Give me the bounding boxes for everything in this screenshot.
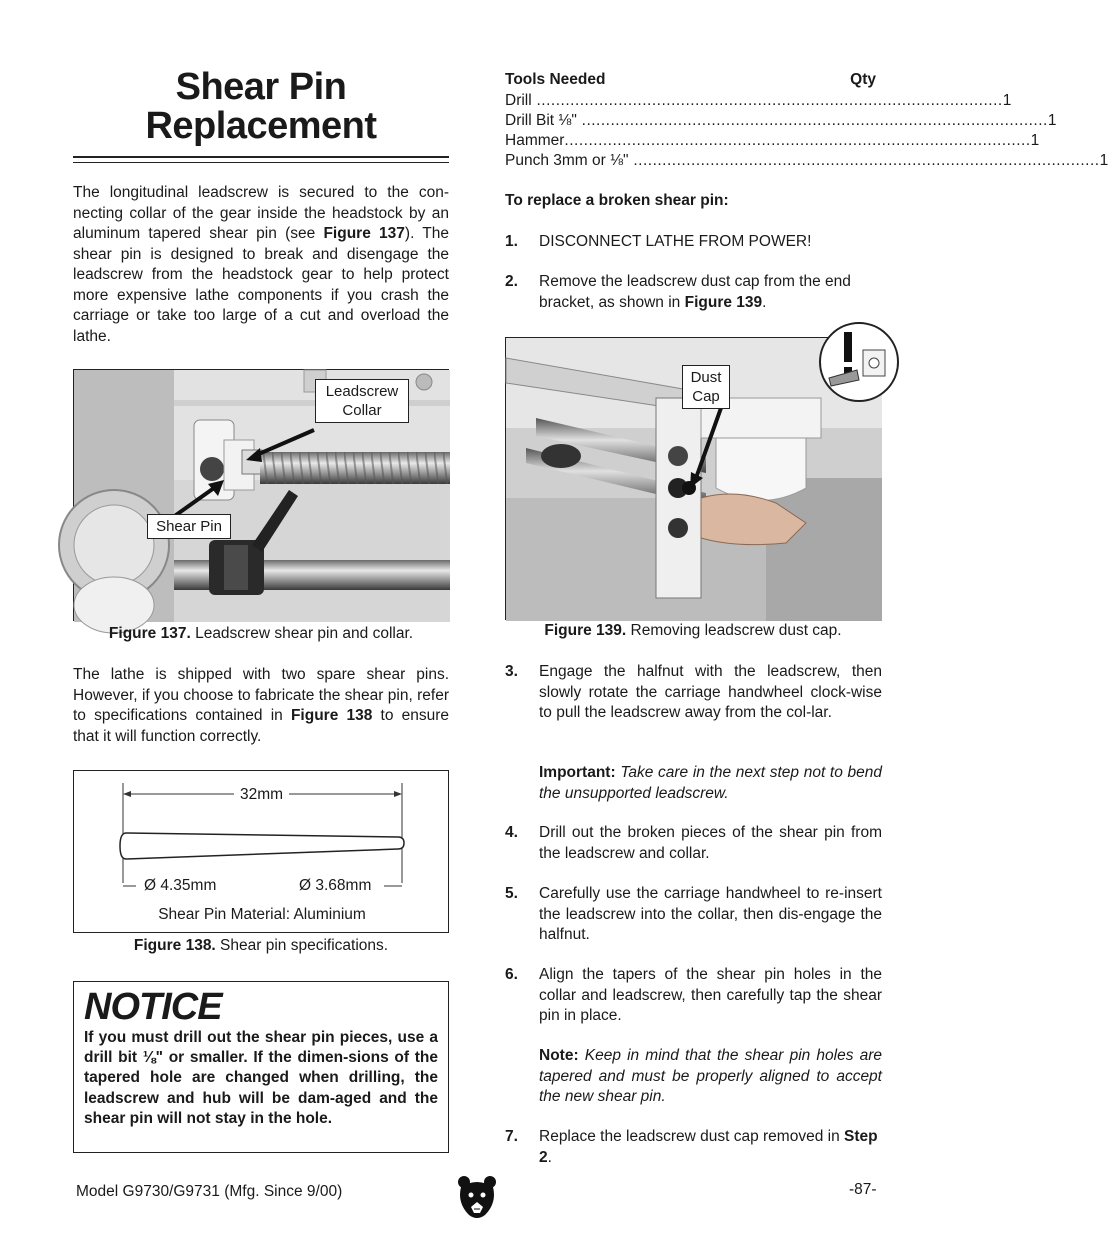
note-label: Important:: [539, 764, 616, 781]
note-text: Take care in the next step not to bend the unsupported leadscrew.: [539, 764, 882, 802]
figure-139-caption: [505, 621, 881, 642]
intro-figure-ref: Figure 137: [323, 225, 405, 242]
figure-139-caption-label: Figure 139.: [544, 622, 627, 639]
tool-leader-dots: .................................................................................................: [564, 132, 1031, 149]
step-2: [505, 272, 882, 313]
step-text: DISCONNECT LATHE FROM POWER!: [539, 233, 812, 250]
step-6-note: [539, 1046, 882, 1108]
tool-qty: 1: [1047, 112, 1057, 129]
tools-row-drill-bit: [505, 111, 1057, 131]
tool-qty: 1: [1099, 152, 1108, 169]
title-rule-top: [73, 156, 449, 158]
step-number: 1.: [505, 233, 518, 250]
step-text: Align the tapers of the shear pin holes in the collar and leadscrew, then carefully tap the shear pin in place.: [539, 966, 882, 1024]
bear-logo-icon: [457, 1175, 497, 1221]
pin-diameter-large-label: Ø 4.35mm: [144, 877, 217, 894]
figure-137-photo: [73, 369, 449, 621]
figure-137-caption-text: Leadscrew shear pin and collar.: [190, 625, 414, 642]
step-number: 7.: [505, 1128, 518, 1145]
step-text: Drill out the broken pieces of the shear pin from the leadscrew and collar.: [539, 824, 882, 862]
figure-137-caption-label: Figure 137.: [108, 625, 191, 642]
page-number: -87-: [849, 1181, 877, 1198]
step-2-text-a: Remove the leadscrew dust cap from the end bracket, as shown in: [539, 273, 851, 311]
title-line-1: Shear Pin: [175, 66, 347, 108]
tools-row-hammer: [505, 131, 1040, 151]
step-7: [505, 1127, 882, 1168]
tool-name: Drill: [505, 92, 532, 109]
figure-137-caption: [73, 624, 449, 645]
tools-header-row: [505, 70, 876, 90]
intro-paragraph: [73, 183, 449, 347]
spare-figure-ref: Figure 138: [290, 707, 373, 724]
step-number: 3.: [505, 663, 518, 680]
step-number: 6.: [505, 966, 518, 983]
step-7-text-a: Replace the leadscrew dust cap removed in: [539, 1128, 844, 1145]
step-7-step-ref: Step 2: [539, 1128, 878, 1166]
step-2-text-b: .: [762, 293, 767, 311]
note-text: Keep in mind that the shear pin holes are tapered and must be properly aligned to accept the new shear pin.: [539, 1047, 882, 1105]
title-rule-bottom: [73, 162, 449, 163]
tools-row-drill: [505, 91, 1012, 111]
figure-139-caption-text: Removing leadscrew dust cap.: [626, 622, 842, 639]
tools-row-punch: [505, 151, 1108, 171]
step-text: [539, 1127, 882, 1168]
step-number: 4.: [505, 824, 518, 841]
callout-leadscrew-collar: [315, 379, 409, 423]
callout-dust-cap-line-2: Cap: [692, 388, 720, 405]
tool-qty: 1: [1002, 92, 1012, 109]
step-6: [505, 965, 882, 1027]
tool-name: Hammer: [505, 132, 565, 149]
tool-leader-dots: .................................................................................................: [628, 152, 1100, 169]
tool-name: Punch 3mm or ⅛": [505, 152, 629, 169]
figure-138-caption: [73, 936, 449, 957]
callout-dust-cap: [682, 365, 730, 409]
title-line-2: Replacement: [145, 105, 377, 147]
tool-name: Drill Bit ⅛": [505, 112, 577, 129]
step-2-figure-ref: Figure 139: [684, 293, 763, 311]
note-label: Note:: [539, 1047, 579, 1064]
tools-header: Tools Needed: [505, 71, 606, 88]
figure-138-caption-text: Shear pin specifications.: [215, 937, 389, 954]
notice-text: If you must drill out the shear pin pieces, use a drill bit ⅛" or smaller. If the dimen-sions of the tapered hole are changed when drilling, the leadscrew and hub will be dam-aged and the shear pin will not stay in the hole.: [84, 1029, 438, 1127]
pin-material-label: Shear Pin Material: Aluminium: [158, 906, 366, 923]
intro-text-b: ). The shear pin is designed to break and disengage the leadscrew from the headstock gear to help protect more expensive lathe components if you crash the carriage or take too large of a cut and overload the lathe.: [73, 225, 450, 345]
callout-dust-cap-line-1: Dust: [690, 369, 722, 386]
callout-shear-pin: Shear Pin: [147, 514, 231, 539]
page-title: [73, 68, 449, 146]
step-3-important-note: [539, 763, 882, 804]
step-1: [505, 232, 882, 253]
step-text: Carefully use the carriage handwheel to re-insert the leadscrew into the collar, then dis-engage the halfnut.: [539, 885, 882, 943]
step-number: 5.: [505, 885, 518, 902]
step-5: [505, 884, 882, 946]
step-text: Engage the halfnut with the leadscrew, then slowly rotate the carriage handwheel clock-wise to pull the leadscrew away from the col-lar.: [539, 663, 882, 721]
tools-qty-header: Qty: [850, 71, 876, 88]
procedure-heading: To replace a broken shear pin:: [505, 192, 729, 209]
spare-pins-paragraph: [73, 665, 449, 747]
callout-collar-line-1: Leadscrew: [325, 383, 399, 400]
notice-box: [73, 981, 449, 1153]
tool-leader-dots: .................................................................................................: [576, 112, 1048, 129]
footer-model: Model G9730/G9731 (Mfg. Since 9/00): [76, 1183, 343, 1200]
intro-text-a: The longitudinal leadscrew is secured to the con-necting collar of the gear inside the headstock by an aluminum tapered shear pin (see: [73, 184, 449, 242]
step-text: [539, 272, 882, 313]
tool-qty: 1: [1030, 132, 1040, 149]
callout-collar-line-2: Collar: [342, 402, 382, 419]
step-7-text-b: .: [547, 1148, 552, 1166]
figure-138-caption-label: Figure 138.: [133, 937, 216, 954]
step-number: 2.: [505, 273, 518, 290]
pin-length-label: 32mm: [239, 786, 284, 803]
step-4: [505, 823, 882, 864]
step-3: [505, 662, 882, 724]
tool-leader-dots: .................................................................................................: [531, 92, 1003, 109]
spare-text-b: to ensure that it will function correctly.: [73, 707, 450, 745]
pin-diameter-small-label: Ø 3.68mm: [299, 877, 372, 894]
figure-138-diagram: [73, 770, 449, 933]
spare-text-a: The lathe is shipped with two spare shear pins. However, if you choose to fabricate the shear pin, refer to specifications contained in: [73, 666, 449, 724]
notice-heading: NOTICE: [84, 986, 222, 1028]
unplug-warning-icon: [817, 320, 901, 404]
